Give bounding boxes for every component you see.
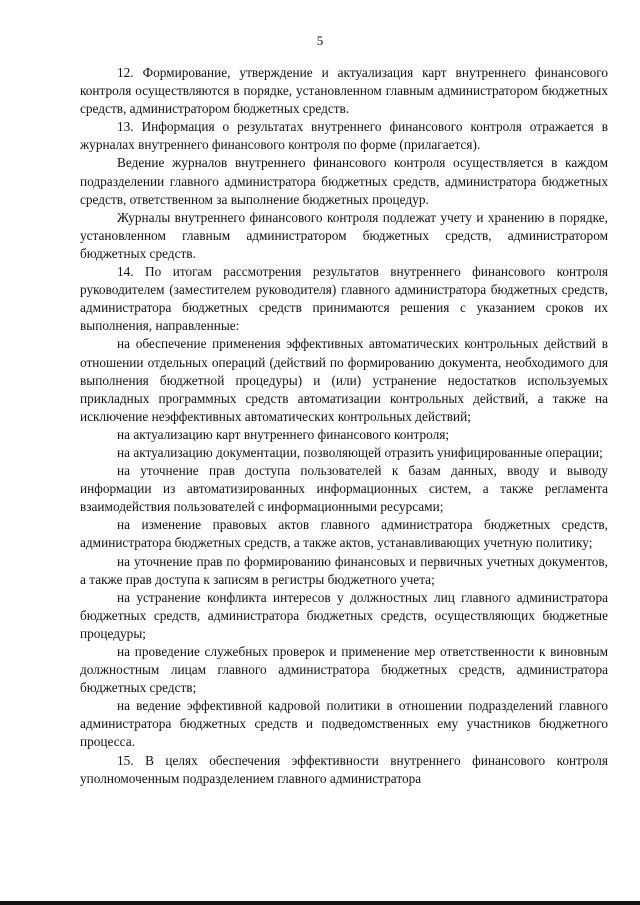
paragraph-12: 12. Формирование, утверждение и актуализация карт внутреннего финансового контроля осуществляются в порядке, установленном главным администратором бюджетных средств, администратором бюджетных средств. bbox=[80, 65, 608, 117]
paragraph-journal-keeping: Ведение журналов внутреннего финансового контроля осуществляется в каждом подразделении главного администратора бюджетных средств, администратора бюджетных средств, ответственном за выполнение бюджетных процедур. bbox=[80, 155, 608, 207]
list-item-control-cards: на актуализацию карт внутреннего финансового контроля; bbox=[117, 426, 450, 442]
list-item-automatic-controls: на обеспечение применения эффективных автоматических контрольных действий в отношении отдельных операций (действий по формированию документа, необходимого для выполнения бюджетной процедуры) и (или) устранение недостатков используемых прикладных программных средств автоматизации контрольных действий, а также на исключение неэффективных автоматических контрольных действий; bbox=[80, 336, 608, 424]
list-item-conflict-of-interest: на устранение конфликта интересов у должностных лиц главного администратора бюджетных средств, администратора бюджетных средств, осуществляющих бюджетные процедуры; bbox=[80, 589, 608, 641]
list-item-personnel-policy: на ведение эффективной кадровой политики в отношении подразделений главного администратора бюджетных средств и подведомственных ему участников бюджетного процесса. bbox=[80, 698, 608, 750]
list-item-documentation: на актуализацию документации, позволяющей отразить унифицированные операции; bbox=[117, 444, 603, 460]
list-item-legal-acts: на изменение правовых актов главного администратора бюджетных средств, администратора бюджетных средств, а также актов, устанавливающих учетную политику; bbox=[80, 517, 608, 551]
document-body bbox=[80, 64, 608, 788]
scan-bottom-edge bbox=[0, 901, 640, 905]
paragraph-13: 13. Информация о результатах внутреннего финансового контроля отражается в журналах внутреннего финансового контроля по форме (прилагается). bbox=[80, 119, 608, 153]
paragraph-14: 14. По итогам рассмотрения результатов внутреннего финансового контроля руководителем (заместителем руководителя) главного администратора бюджетных средств, администратора бюджетных средств принимаются решения с указанием сроков их выполнения, направленные: bbox=[80, 264, 608, 334]
paragraph-journal-storage: Журналы внутреннего финансового контроля подлежат учету и хранению в порядке, установленном главным администратором бюджетных средств, администратором бюджетных средств. bbox=[80, 209, 608, 261]
list-item-document-rights: на уточнение прав по формированию финансовых и первичных учетных документов, а также прав доступа к записям в регистры бюджетного учета; bbox=[80, 553, 608, 587]
page-number: 5 bbox=[316, 33, 324, 48]
list-item-official-checks: на проведение служебных проверок и применение мер ответственности к виновным должностным лицам главного администратора бюджетных средств, администратора бюджетных средств; bbox=[80, 644, 608, 696]
paragraph-15: 15. В целях обеспечения эффективности внутреннего финансового контроля уполномоченным подразделением главного администратора bbox=[80, 752, 608, 786]
list-item-access-rights: на уточнение прав доступа пользователей к базам данных, вводу и выводу информации из автоматизированных информационных систем, а также регламента взаимодействия пользователей с информационными ресурсами; bbox=[80, 463, 608, 515]
